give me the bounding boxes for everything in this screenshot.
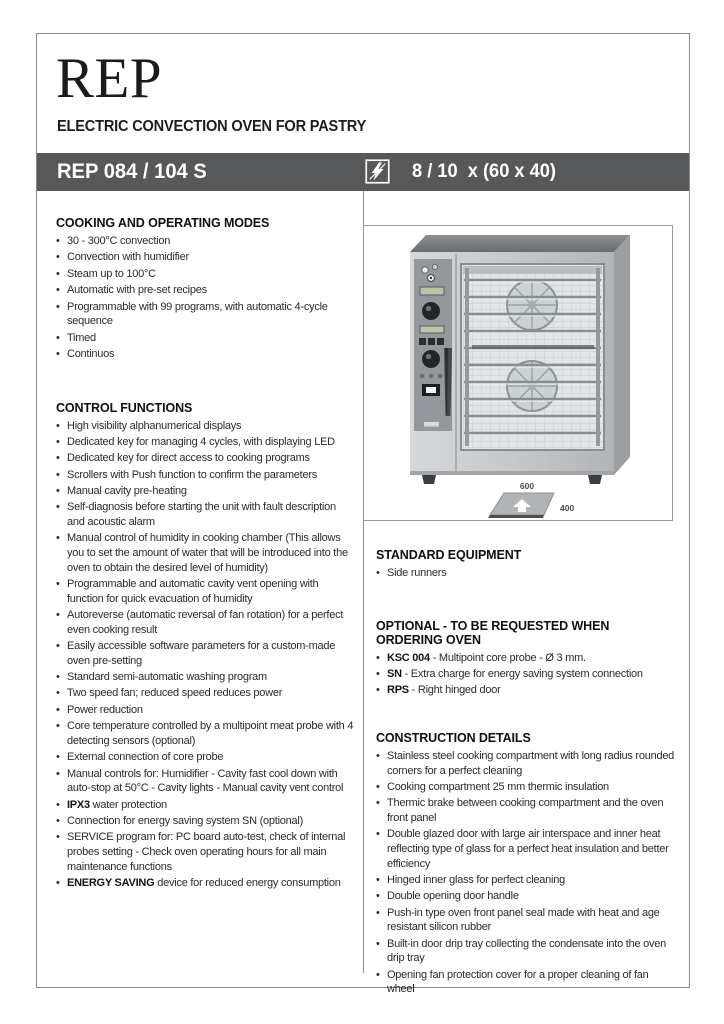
tray-width-label: 600 bbox=[519, 481, 535, 491]
section-title: CONSTRUCTION DETAILS bbox=[376, 730, 531, 745]
bullet-item: • Side runners bbox=[376, 566, 678, 581]
section bbox=[376, 548, 678, 581]
section-title: OPTIONAL - TO BE REQUESTED WHEN ORDERING OVEN bbox=[376, 618, 610, 647]
document-page bbox=[36, 33, 690, 996]
bullet-item: • SN - Extra charge for energy saving system connection bbox=[376, 667, 678, 682]
bullet-item: • Timed bbox=[56, 331, 356, 346]
bullet-item: • Dedicated key for direct access to cooking programs bbox=[56, 451, 356, 466]
bullet-item: • Stainless steel cooking compartment with long radius rounded corners for a perfect cleaning bbox=[376, 749, 678, 778]
section bbox=[376, 619, 678, 698]
bullet-item: • Two speed fan; reduced speed reduces power bbox=[56, 686, 356, 701]
capacity-group bbox=[365, 159, 562, 184]
bullet-item: • Programmable and automatic cavity vent opening with function for quick evacuation of humidity bbox=[56, 577, 356, 606]
bullet-item: • High visibility alphanumerical displays bbox=[56, 419, 356, 434]
bullet-item: • Automatic with pre-set recipes bbox=[56, 283, 356, 298]
bullet-list bbox=[56, 234, 356, 362]
bullet-item: • Cooking compartment 25 mm thermic insulation bbox=[376, 780, 678, 795]
oven-illustration bbox=[364, 226, 672, 520]
bullet-list bbox=[56, 419, 356, 891]
bullet-item: • Thermic brake between cooking compartment and the oven front panel bbox=[376, 796, 678, 825]
bullet-item: • Dedicated key for managing 4 cycles, with displaying LED bbox=[56, 435, 356, 450]
bullet-item: • Steam up to 100°C bbox=[56, 267, 356, 282]
bullet-item: • Manual control of humidity in cooking chamber (This allows you to set the amount of water that will be introduced into the oven to obtain the desired level of humidity) bbox=[56, 531, 356, 575]
model-bar bbox=[37, 153, 689, 191]
bullet-item: • Easily accessible software parameters for a custom-made oven pre-setting bbox=[56, 639, 356, 668]
bullet-item: • External connection of core probe bbox=[56, 750, 356, 765]
section-title: CONTROL FUNCTIONS bbox=[56, 400, 193, 415]
bullet-item: • Built-in door drip tray collecting the condensate into the oven drip tray bbox=[376, 937, 678, 966]
section-title: STANDARD EQUIPMENT bbox=[376, 548, 522, 562]
bullet-item: • 30 - 300°C convection bbox=[56, 234, 356, 249]
bullet-item: • Connection for energy saving system SN (optional) bbox=[56, 814, 356, 829]
bullet-item: • Core temperature controlled by a multipoint meat probe with 4 detecting sensors (optional) bbox=[56, 719, 356, 748]
tray-capacity: 8 / 10 x (60 x 40) bbox=[412, 160, 556, 182]
bullet-item: • Manual controls for: Humidifier - Cavity fast cool down with auto-stop at 50°C - Cavity lights - Manual cavity vent control bbox=[56, 767, 356, 796]
bullet-item: • Manual cavity pre-heating bbox=[56, 484, 356, 499]
bullet-item: • Self-diagnosis before starting the unit with fault description and acoustic alarm bbox=[56, 500, 356, 529]
lightning-icon bbox=[365, 159, 390, 184]
bullet-list bbox=[376, 651, 678, 698]
bullet-item: • Double opening door handle bbox=[376, 889, 678, 904]
bullet-item: • Power reduction bbox=[56, 703, 356, 718]
model-number: REP 084 / 104 S bbox=[57, 160, 207, 183]
bullet-item: • Opening fan protection cover for a proper cleaning of fan wheel bbox=[376, 968, 678, 997]
tray-depth-label: 400 bbox=[560, 503, 575, 513]
section bbox=[376, 731, 678, 997]
section bbox=[56, 401, 356, 891]
bullet-list bbox=[376, 749, 678, 997]
right-column bbox=[376, 548, 678, 999]
oven-image-box bbox=[363, 225, 673, 521]
product-subtitle: ELECTRIC CONVECTION OVEN FOR PASTRY bbox=[57, 118, 367, 135]
bullet-list bbox=[376, 566, 678, 581]
bullet-item: • Programmable with 99 programs, with automatic 4-cycle sequence bbox=[56, 300, 356, 329]
bullet-item: • KSC 004 - Multipoint core probe - Ø 3 mm. bbox=[376, 651, 678, 666]
bullet-item: • Push-in type oven front panel seal made with heat and age resistant silicon rubber bbox=[376, 906, 678, 935]
bullet-item: • SERVICE program for: PC board auto-test, check of internal probes setting - Check oven operating hours for all main maintenance functions bbox=[56, 830, 356, 874]
bullet-item: • Double glazed door with large air interspace and inner heat reflecting type of glass for a perfect heat insulation and better efficiency bbox=[376, 827, 678, 871]
bullet-item: • Standard semi-automatic washing program bbox=[56, 670, 356, 685]
section bbox=[56, 216, 356, 362]
section-title: COOKING AND OPERATING MODES bbox=[56, 216, 270, 230]
brand-logo: REP bbox=[56, 47, 163, 110]
bullet-item: • Continuos bbox=[56, 347, 356, 362]
left-column bbox=[56, 216, 356, 892]
bullet-item: • RPS - Right hinged door bbox=[376, 683, 678, 698]
bullet-item: • Autoreverse (automatic reversal of fan rotation) for a perfect even cooking result bbox=[56, 608, 356, 637]
bullet-item: • Convection with humidifier bbox=[56, 250, 356, 265]
bullet-item: • Scrollers with Push function to confirm the parameters bbox=[56, 468, 356, 483]
bullet-item: • ENERGY SAVING device for reduced energy consumption bbox=[56, 876, 356, 891]
bullet-item: • IPX3 water protection bbox=[56, 798, 356, 813]
bullet-item: • Hinged inner glass for perfect cleaning bbox=[376, 873, 678, 888]
